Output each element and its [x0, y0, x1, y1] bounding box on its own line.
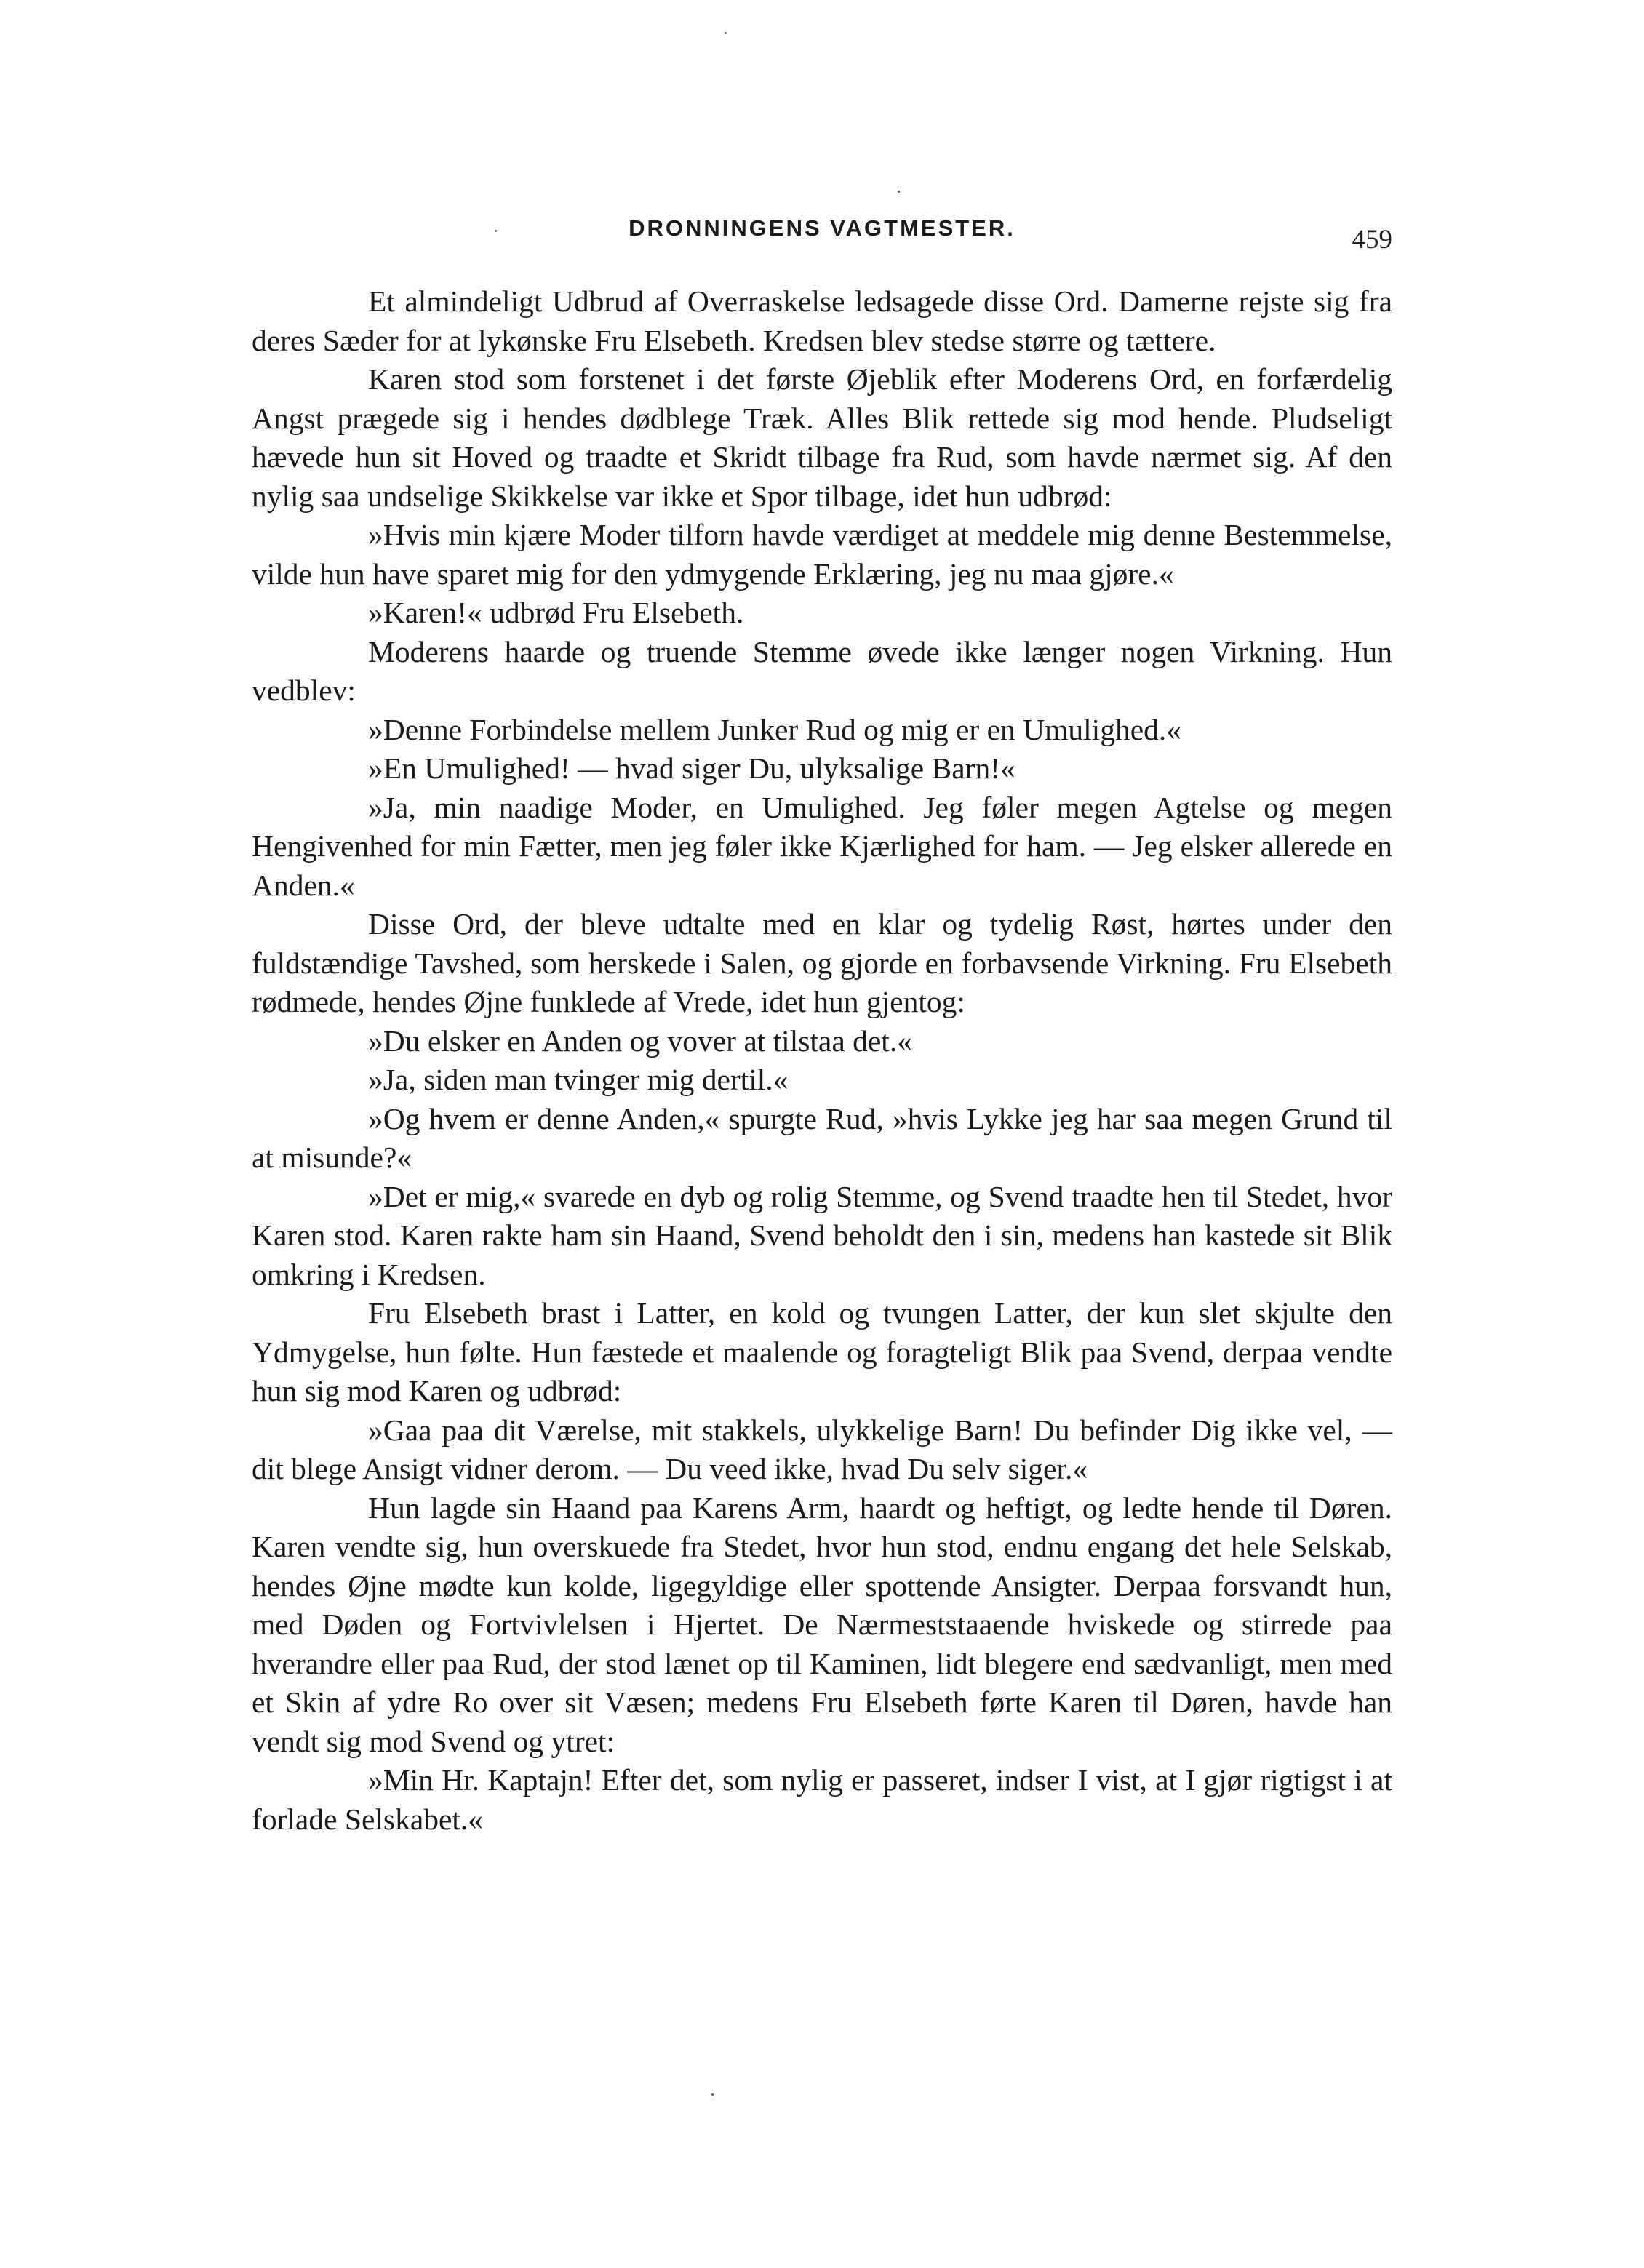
paragraph: »En Umulighed! — hvad siger Du, ulyksalige Barn!«: [368, 751, 1015, 785]
paragraph: »Det er mig,« svarede en dyb og rolig Stemme, og Svend traadte hen til Stedet, hvor Karen stod. Karen rakte ham sin Haand, Svend beholdt den i sin, medens han kastede sit Blik omkring i Kredsen.: [252, 1179, 1392, 1291]
page-number: 459: [1352, 225, 1392, 255]
paragraph: »Hvis min kjære Moder tilforn havde værdiget at meddele mig denne Bestemmelse, vilde hun have sparet mig for den ydmygende Erklæring, jeg nu maa gjøre.«: [252, 518, 1392, 591]
paragraph: Hun lagde sin Haand paa Karens Arm, haardt og heftigt, og ledte hende til Døren. Karen vendte sig, hun overskuede fra Stedet, hvor hun stod, endnu engang det hele Selskab, hendes Øjne mødte kun kolde, ligegyldige eller spottende Ansigter. Derpaa forsvandt hun, med Døden og Fortvivlelsen i Hjertet. De Nærmeststaaende hviskede og stirrede paa hverandre eller paa Rud, der stod lænet op til Kaminen, lidt blegere end sædvanligt, men med et Skin af ydre Ro over sit Væsen; medens Fru Elsebeth førte Karen til Døren, havde han vendt sig mod Svend og ytret:: [252, 1490, 1392, 1758]
print-speck: [711, 2093, 714, 2096]
paragraph: »Ja, min naadige Moder, en Umulighed. Jeg føler megen Agtelse og megen Hengivenhed for min Fætter, men jeg føler ikke Kjærlighed for ham. — Jeg elsker allerede en Anden.«: [252, 790, 1392, 902]
paragraph: »Og hvem er denne Anden,« spurgte Rud, »hvis Lykke jeg har saa megen Grund til at misunde?«: [252, 1101, 1392, 1174]
paragraph: Moderens haarde og truende Stemme øvede ikke længer nogen Virkning. Hun vedblev:: [252, 634, 1392, 707]
paragraph: Fru Elsebeth brast i Latter, en kold og tvungen Latter, der kun slet skjulte den Ydmygelse, hun følte. Hun fæstede et maalende og foragteligt Blik paa Svend, derpaa vendte hun sig mod Karen og udbrød:: [252, 1296, 1392, 1407]
paragraph: »Karen!« udbrød Fru Elsebeth.: [368, 596, 744, 629]
paragraph: »Denne Forbindelse mellem Junker Rud og mig er en Umulighed.«: [368, 712, 1181, 746]
paragraph: Disse Ord, der bleve udtalte med en klar og tydelig Røst, hørtes under den fuldstændige Tavshed, som herskede i Salen, og gjorde en forbavsende Virkning. Fru Elsebeth rødmede, hendes Øjne funklede af Vrede, idet hun gjentog:: [252, 907, 1392, 1018]
page-header: [252, 212, 1392, 263]
body-text: [252, 282, 1392, 1839]
paragraph: »Min Hr. Kaptajn! Efter det, som nylig er passeret, indser I vist, at I gjør rigtigst i at forlade Selskabet.«: [252, 1763, 1392, 1836]
paragraph: »Gaa paa dit Værelse, mit stakkels, ulykkelige Barn! Du befinder Dig ikke vel, — dit blege Ansigt vidner derom. — Du veed ikke, hvad Du selv siger.«: [252, 1413, 1392, 1485]
paragraph: Karen stod som forstenet i det første Øjeblik efter Moderens Ord, en forfærdelig Angst prægede sig i hendes dødblege Træk. Alles Blik rettede sig mod hende. Pludseligt hævede hun sit Hoved og traadte et Skridt tilbage fra Rud, som havde nærmet sig. Af den nylig saa undselige Skikkelse var ikke et Spor tilbage, idet hun udbrød:: [252, 362, 1392, 513]
paragraph: Et almindeligt Udbrud af Overraskelse ledsagede disse Ord. Damerne rejste sig fra deres Sæder for at lykønske Fru Elsebeth. Kredsen blev stedse større og tættere.: [252, 284, 1392, 357]
print-speck: [725, 32, 727, 34]
print-speck: [898, 191, 900, 193]
running-title: DRONNINGENS VAGTMESTER.: [629, 215, 1015, 241]
paragraph: »Ja, siden man tvinger mig dertil.«: [368, 1063, 789, 1096]
paragraph: »Du elsker en Anden og vover at tilstaa det.«: [368, 1023, 912, 1058]
